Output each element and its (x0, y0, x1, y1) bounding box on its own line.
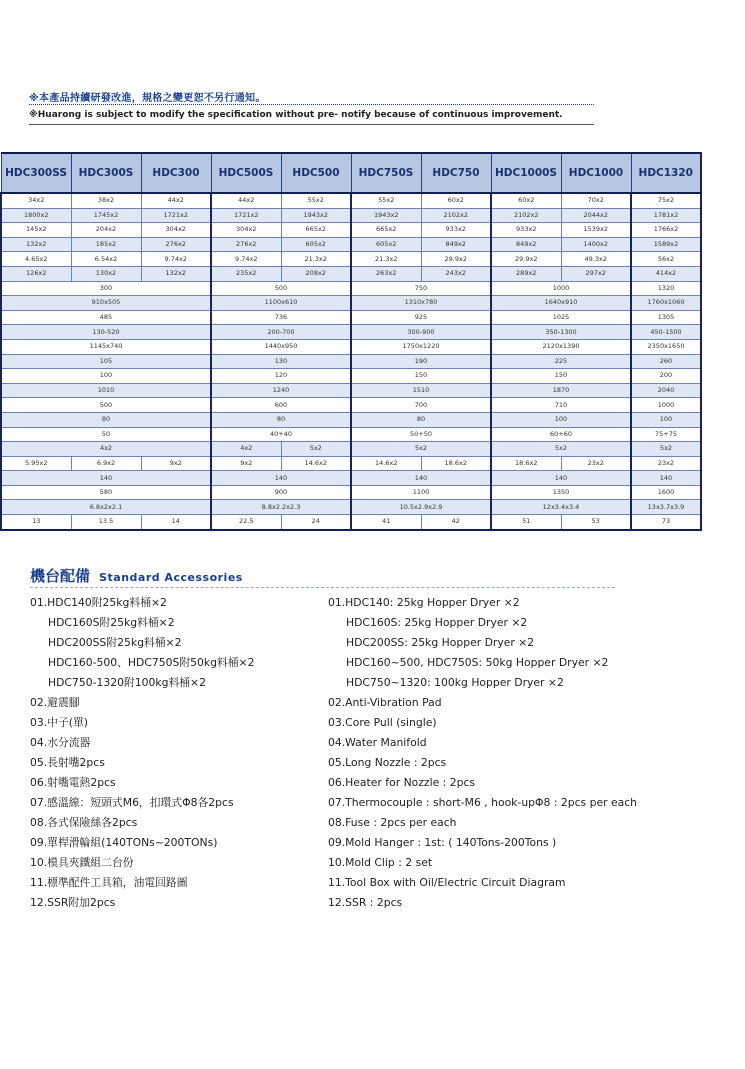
table-cell: 41 (351, 515, 421, 530)
table-cell: 5.95x2 (1, 456, 71, 471)
list-item: HDC200SS附25kg料桶×2 (48, 636, 182, 649)
list-item: 07.感溫線：短頭式M6，扣環式Φ8各2pcs (30, 796, 234, 809)
column-header-hdc300s: HDC300S (71, 153, 141, 193)
column-header-hdc500s: HDC500S (211, 153, 281, 193)
table-cell: 100 (631, 412, 701, 427)
table-cell: 10.5x2.9x2.9 (351, 500, 491, 515)
table-row (1, 223, 701, 238)
table-cell: 70x2 (561, 193, 631, 208)
table-row (1, 427, 701, 442)
table-cell: 260 (631, 354, 701, 369)
table-cell: 2350x1650 (631, 339, 701, 354)
table-cell: 100 (491, 412, 631, 427)
accessories-list-en (328, 593, 637, 913)
table-cell: 5x2 (631, 442, 701, 457)
table-cell: 6.54x2 (71, 252, 141, 267)
table-cell: 24 (281, 515, 351, 530)
list-item: 03.Core Pull (single) (328, 716, 437, 729)
table-cell: 2040 (631, 383, 701, 398)
table-cell: 140 (211, 471, 351, 486)
table-cell: 276x2 (141, 237, 211, 252)
table-cell: 1539x2 (561, 223, 631, 238)
table-cell: 9.74x2 (141, 252, 211, 267)
table-cell: 1100x610 (211, 296, 351, 311)
table-cell: 9x2 (141, 456, 211, 471)
list-item: 02.避震腳 (30, 696, 80, 709)
accessories-title-zh: 機台配備 (30, 567, 91, 585)
table-cell: 29.9x2 (491, 252, 561, 267)
table-cell: 126x2 (1, 266, 71, 281)
table-row (1, 296, 701, 311)
table-cell: 1750x1220 (351, 339, 491, 354)
table-cell: 18.6x2 (421, 456, 491, 471)
table-row (1, 252, 701, 267)
accessories-title (30, 565, 243, 586)
table-row (1, 354, 701, 369)
table-cell: 49.3x2 (561, 252, 631, 267)
list-item: HDC750~1320: 100kg Hopper Dryer ×2 (346, 676, 564, 689)
table-cell: 1010 (1, 383, 211, 398)
notice-divider (29, 104, 594, 105)
list-item: 01.HDC140附25kg料桶×2 (30, 596, 167, 609)
table-cell: 304x2 (211, 223, 281, 238)
table-cell: 450-1500 (631, 325, 701, 340)
table-cell: 22.5 (211, 515, 281, 530)
table-cell: 736 (211, 310, 351, 325)
table-cell: 34x2 (1, 193, 71, 208)
table-cell: 1000 (491, 281, 631, 296)
table-cell: 5x2 (491, 442, 631, 457)
table-cell: 50+50 (351, 427, 491, 442)
table-cell: 8.8x2.2x2.3 (211, 500, 351, 515)
table-cell: 75+75 (631, 427, 701, 442)
table-cell: 9x2 (211, 456, 281, 471)
table-cell: 132x2 (1, 237, 71, 252)
table-cell: 60x2 (491, 193, 561, 208)
table-cell: 276x2 (211, 237, 281, 252)
table-row (1, 208, 701, 223)
table-cell: 6.8x2x2.1 (1, 500, 211, 515)
list-item: HDC160-500、HDC750S附50kg料桶×2 (48, 656, 255, 669)
table-cell: 42 (421, 515, 491, 530)
list-item: 07.Thermocouple : short-M6 , hook-upΦ8 : 2pcs per each (328, 796, 638, 809)
list-item: 08.Fuse : 2pcs per each (328, 816, 457, 829)
table-cell: 38x2 (71, 193, 141, 208)
table-cell: 140 (491, 471, 631, 486)
table-cell: 12x3.4x3.4 (491, 500, 631, 515)
table-cell: 350-1300 (491, 325, 631, 340)
table-cell: 750 (351, 281, 491, 296)
table-cell: 23x2 (561, 456, 631, 471)
table-row (1, 237, 701, 252)
table-cell: 1440x950 (211, 339, 351, 354)
accessories-title-en: Standard Accessories (99, 571, 243, 584)
list-item: 04.水分流器 (30, 736, 91, 749)
table-cell: 1320 (631, 281, 701, 296)
notice-chinese: ※本產品持續研發改進，規格之變更恕不另行通知。 (29, 93, 266, 104)
table-cell: 130-520 (1, 325, 211, 340)
table-cell: 14.6x2 (281, 456, 351, 471)
table-cell: 100 (1, 369, 211, 384)
table-cell: 13x3.7x3.9 (631, 500, 701, 515)
accessories-divider (30, 587, 615, 588)
column-header-hdc300ss: HDC300SS (1, 153, 71, 193)
table-row (1, 442, 701, 457)
table-cell: 80 (211, 412, 351, 427)
table-cell: 605x2 (281, 237, 351, 252)
table-cell: 1943x2 (351, 208, 421, 223)
table-cell: 60x2 (421, 193, 491, 208)
table-cell: 500 (211, 281, 351, 296)
table-cell: 50 (1, 427, 211, 442)
list-item: 11.標準配件工具箱，油電回路圖 (30, 876, 188, 889)
table-cell: 2102x2 (491, 208, 561, 223)
table-cell: 55x2 (281, 193, 351, 208)
table-cell: 297x2 (561, 266, 631, 281)
table-row (1, 398, 701, 413)
table-cell: 132x2 (141, 266, 211, 281)
column-header-hdc1000s: HDC1000S (491, 153, 561, 193)
table-cell: 1721x2 (141, 208, 211, 223)
table-cell: 1350 (491, 485, 631, 500)
table-cell: 60+60 (491, 427, 631, 442)
table-cell: 1145x740 (1, 339, 211, 354)
table-cell: 44x2 (211, 193, 281, 208)
table-cell: 21.3x2 (351, 252, 421, 267)
table-cell: 1000 (631, 398, 701, 413)
table-cell: 925 (351, 310, 491, 325)
list-item: 06.射嘴電熱2pcs (30, 776, 116, 789)
table-cell: 849x2 (491, 237, 561, 252)
table-cell: 600 (211, 398, 351, 413)
list-item: HDC750-1320附100kg料桶×2 (48, 676, 206, 689)
table-cell: 1800x2 (1, 208, 71, 223)
table-cell: 105 (1, 354, 211, 369)
table-cell: 900 (211, 485, 351, 500)
column-header-hdc1000: HDC1000 (561, 153, 631, 193)
table-cell: 40+40 (211, 427, 351, 442)
table-cell: 14.6x2 (351, 456, 421, 471)
table-cell: 14 (141, 515, 211, 530)
notice-english: ※Huarong is subject to modify the specification without pre- notify because of continuous improvement. (29, 110, 563, 120)
table-row (1, 500, 701, 515)
list-item: 05.長射嘴2pcs (30, 756, 105, 769)
list-item: 12.SSR附加2pcs (30, 896, 116, 909)
table-cell: 243x2 (421, 266, 491, 281)
table-cell: 1766x2 (631, 223, 701, 238)
table-cell: 21.3x2 (281, 252, 351, 267)
table-cell: 1640x910 (491, 296, 631, 311)
table-cell: 29.9x2 (421, 252, 491, 267)
table-row (1, 310, 701, 325)
table-cell: 304x2 (141, 223, 211, 238)
table-row (1, 383, 701, 398)
table-cell: 665x2 (351, 223, 421, 238)
list-item: 05.Long Nozzle : 2pcs (328, 756, 447, 769)
table-cell: 1870 (491, 383, 631, 398)
table-cell: 500 (1, 398, 211, 413)
table-cell: 300 (1, 281, 211, 296)
table-cell: 485 (1, 310, 211, 325)
table-cell: 910x505 (1, 296, 211, 311)
table-cell: 414x2 (631, 266, 701, 281)
list-item: 06.Heater for Nozzle : 2pcs (328, 776, 476, 789)
table-row (1, 369, 701, 384)
column-header-hdc1320: HDC1320 (631, 153, 701, 193)
table-cell: 605x2 (351, 237, 421, 252)
table-cell: 1781x2 (631, 208, 701, 223)
list-item: HDC200SS: 25kg Hopper Dryer ×2 (346, 636, 535, 649)
table-cell: 4.65x2 (1, 252, 71, 267)
table-cell: 933x2 (491, 223, 561, 238)
list-item: 03.中子(單) (30, 716, 88, 729)
table-cell: 2102x2 (421, 208, 491, 223)
table-cell: 120 (211, 369, 351, 384)
spec-table-header (1, 153, 701, 193)
table-cell: 53 (561, 515, 631, 530)
table-cell: 185x2 (71, 237, 141, 252)
list-item: 04.Water Manifold (328, 736, 427, 749)
table-cell: 190 (351, 354, 491, 369)
table-row (1, 485, 701, 500)
table-cell: 300-900 (351, 325, 491, 340)
table-cell: 200 (631, 369, 701, 384)
table-cell: 140 (631, 471, 701, 486)
list-item: HDC160S附25kg料桶×2 (48, 616, 175, 629)
list-item: 01.HDC140: 25kg Hopper Dryer ×2 (328, 596, 520, 609)
accessories-list-zh (30, 593, 254, 913)
notice-underline (29, 124, 594, 125)
table-cell: 130 (211, 354, 351, 369)
list-item: HDC160S: 25kg Hopper Dryer ×2 (346, 616, 528, 629)
table-row (1, 456, 701, 471)
table-cell: 13 (1, 515, 71, 530)
table-cell: 75x2 (631, 193, 701, 208)
table-cell: 849x2 (421, 237, 491, 252)
table-cell: 5x2 (351, 442, 491, 457)
table-cell: 80 (351, 412, 491, 427)
table-row (1, 281, 701, 296)
table-cell: 1305 (631, 310, 701, 325)
table-cell: 700 (351, 398, 491, 413)
table-cell: 1745x2 (71, 208, 141, 223)
table-cell: 51 (491, 515, 561, 530)
table-row (1, 266, 701, 281)
table-cell: 1600 (631, 485, 701, 500)
list-item: 02.Anti-Vibration Pad (328, 696, 442, 709)
table-cell: 933x2 (421, 223, 491, 238)
list-item: 10.Mold Clip : 2 set (328, 856, 433, 869)
table-cell: 1100 (351, 485, 491, 500)
table-cell: 13.5 (71, 515, 141, 530)
table-row (1, 515, 701, 530)
table-cell: 56x2 (631, 252, 701, 267)
table-cell: 55x2 (351, 193, 421, 208)
table-cell: 204x2 (71, 223, 141, 238)
table-cell: 140 (351, 471, 491, 486)
table-cell: 5x2 (281, 442, 351, 457)
table-cell: 710 (491, 398, 631, 413)
column-header-hdc750: HDC750 (421, 153, 491, 193)
list-item: 09.單桿滑輪組(140TONs~200TONs) (30, 836, 218, 849)
list-item: 09.Mold Hanger : 1st: ( 140Tons-200Tons ) (328, 836, 557, 849)
table-cell: 1310x780 (351, 296, 491, 311)
spec-table-container (0, 152, 700, 531)
table-cell: 4x2 (1, 442, 211, 457)
table-cell: 1721x2 (211, 208, 281, 223)
table-cell: 9.74x2 (211, 252, 281, 267)
list-item: 11.Tool Box with Oil/Electric Circuit Diagram (328, 876, 566, 889)
table-cell: 18.6x2 (491, 456, 561, 471)
list-item: 08.各式保險絲各2pcs (30, 816, 138, 829)
table-cell: 208x2 (281, 266, 351, 281)
table-row (1, 325, 701, 340)
table-row (1, 339, 701, 354)
table-cell: 580 (1, 485, 211, 500)
list-item: 12.SSR : 2pcs (328, 896, 403, 909)
table-cell: 1760x1060 (631, 296, 701, 311)
table-cell: 44x2 (141, 193, 211, 208)
table-row (1, 412, 701, 427)
table-row (1, 193, 701, 208)
table-cell: 73 (631, 515, 701, 530)
spec-table (0, 152, 702, 531)
table-cell: 1943x2 (281, 208, 351, 223)
column-header-hdc500: HDC500 (281, 153, 351, 193)
table-cell: 140 (1, 471, 211, 486)
table-cell: 150 (351, 369, 491, 384)
table-cell: 1510 (351, 383, 491, 398)
table-cell: 289x2 (491, 266, 561, 281)
table-cell: 1589x2 (631, 237, 701, 252)
column-header-hdc750s: HDC750S (351, 153, 421, 193)
table-cell: 1025 (491, 310, 631, 325)
table-cell: 2044x2 (561, 208, 631, 223)
list-item: HDC160~500, HDC750S: 50kg Hopper Dryer ×2 (346, 656, 609, 669)
table-cell: 145x2 (1, 223, 71, 238)
table-cell: 80 (1, 412, 211, 427)
column-header-hdc300: HDC300 (141, 153, 211, 193)
table-cell: 235x2 (211, 266, 281, 281)
table-cell: 130x2 (71, 266, 141, 281)
table-cell: 1240 (211, 383, 351, 398)
table-cell: 263x2 (351, 266, 421, 281)
table-cell: 2120x1390 (491, 339, 631, 354)
table-cell: 6.9x2 (71, 456, 141, 471)
table-row (1, 471, 701, 486)
table-cell: 150 (491, 369, 631, 384)
table-cell: 665x2 (281, 223, 351, 238)
table-cell: 4x2 (211, 442, 281, 457)
table-cell: 200-700 (211, 325, 351, 340)
table-cell: 1400x2 (561, 237, 631, 252)
table-cell: 225 (491, 354, 631, 369)
list-item: 10.模具夾鐵組二台份 (30, 856, 134, 869)
table-cell: 23x2 (631, 456, 701, 471)
